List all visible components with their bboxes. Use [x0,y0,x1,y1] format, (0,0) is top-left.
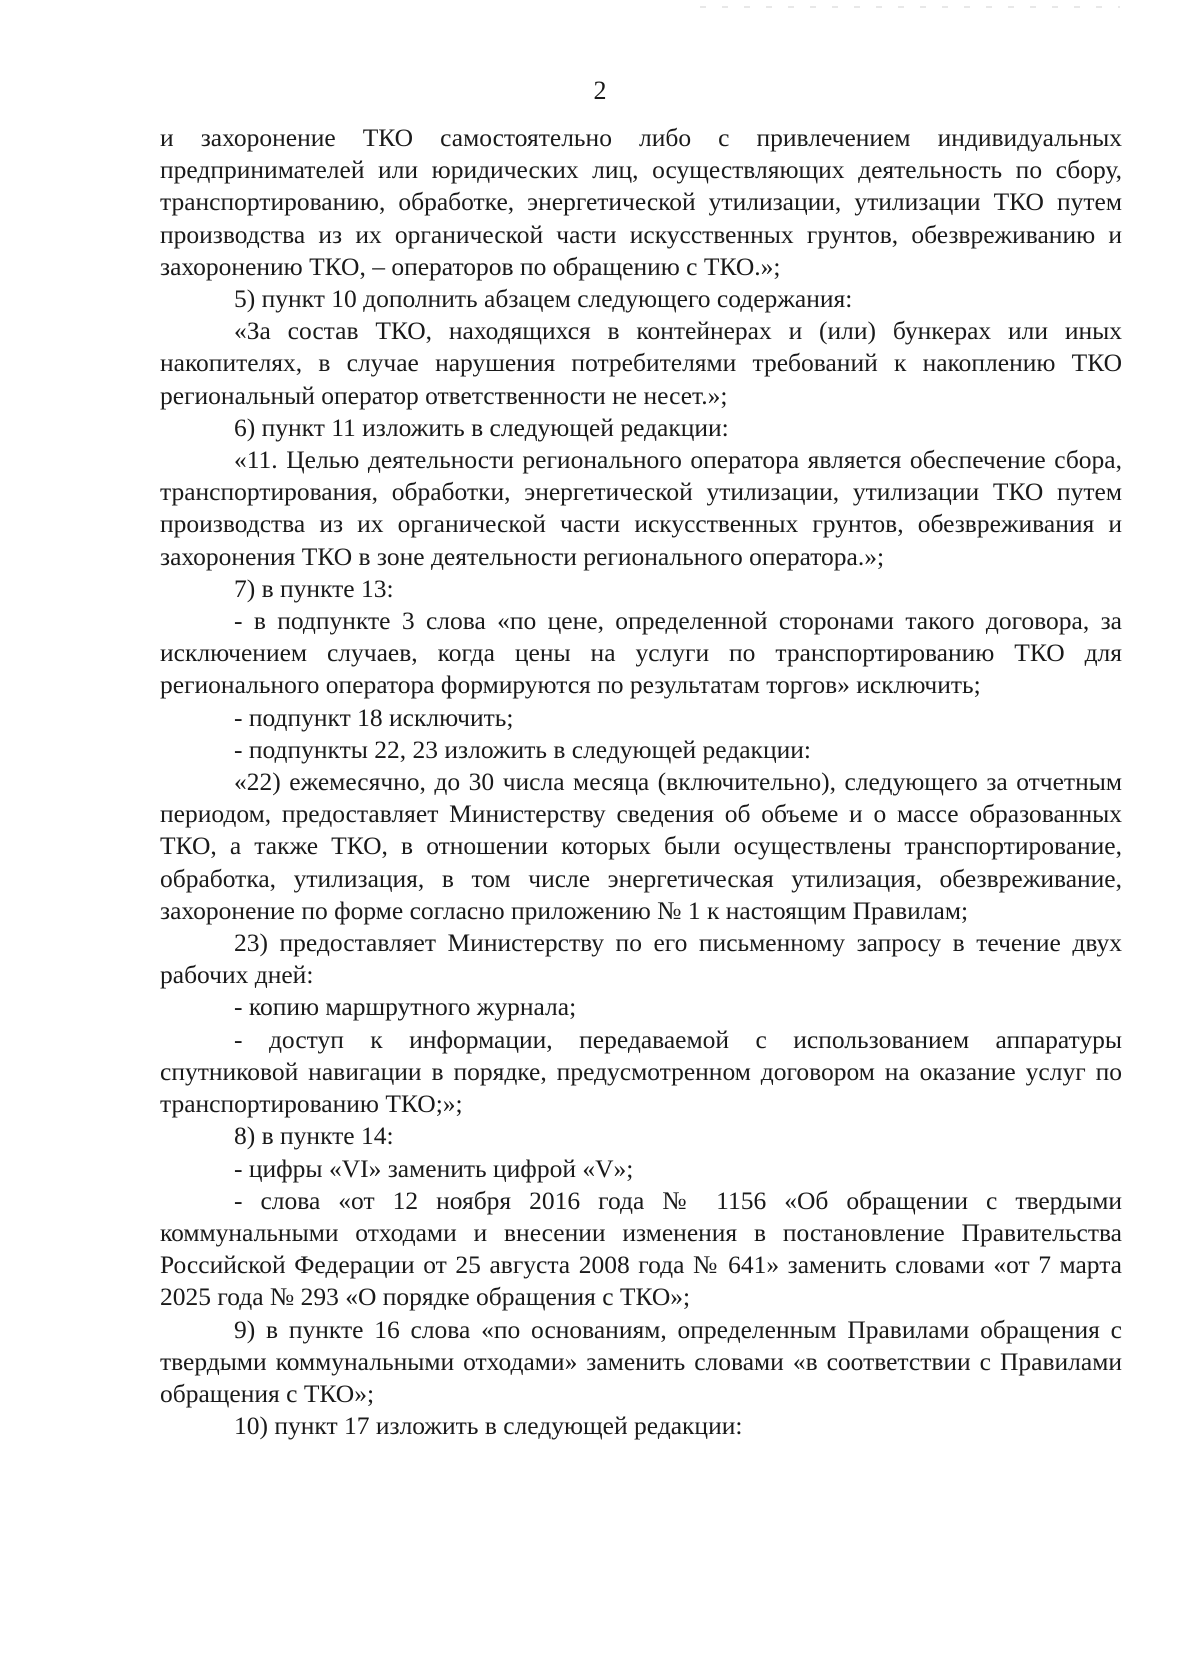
paragraph-item-10: 10) пункт 17 изложить в следующей редакции: [234,1411,743,1441]
paragraph-item-7: 7) в пункте 13: [234,573,394,603]
paragraph-item-8: 8) в пункте 14: [234,1121,394,1151]
paragraph-route-journal: - копию маршрутного журнала; [234,992,577,1022]
paragraph-quote-tko-composition: «За состав ТКО, находящихся в контейнерах и (или) бункерах или иных накопителях, в случае нарушения потребителями требований к накоплению ТКО региональный оператор ответственности не несет.»; [160,316,1122,410]
scan-artifact [700,6,1120,8]
document-body [160,122,1122,1442]
paragraph-subitem-3: - в подпункте 3 слова «по цене, определенной сторонами такого договора, за исключением случаев, когда цены на услуги по транспортированию ТКО для регионального оператора формируются по результатам торгов» исключить; [160,606,1122,700]
page-number: 2 [593,76,607,105]
paragraph-quote-11: «11. Целью деятельности регионального оператора является обеспечение сбора, транспортирования, обработки, энергетической утилизации, утилизации ТКО путем производства из их органической части искусственных грунтов, обезвреживания и захоронения ТКО в зоне деятельности регионального оператора.»; [160,445,1122,571]
paragraph-navigation-access: - доступ к информации, передаваемой с использованием аппаратуры спутниковой навигации в порядке, предусмотренном договором на оказание услуг по транспортированию ТКО;»; [160,1024,1122,1119]
paragraph-item-5: 5) пункт 10 дополнить абзацем следующего содержания: [234,284,853,314]
paragraph-digits-replace: - цифры «VI» заменить цифрой «V»; [234,1153,634,1183]
paragraph-item-6: 6) пункт 11 изложить в следующей редакции: [234,412,729,442]
paragraph-item-9: 9) в пункте 16 слова «по основаниям, определенным Правилами обращения с твердыми коммунальными отходами» заменить словами «в соответствии с Правилами обращения с ТКО»; [160,1314,1122,1408]
paragraph-quote-22: «22) ежемесячно, до 30 числа месяца (включительно), следующего за отчетным периодом, предоставляет Министерству сведения об объеме и о массе образованных ТКО, а также ТКО, в отношении которых были осуществлены транспортирование, обработка, утилизация, в том числе энергетическая утилизация, обезвреживание, захоронение по форме согласно приложению № 1 к настоящим Правилам; [160,767,1122,925]
paragraph-continuation: и захоронение ТКО самостоятельно либо с привлечением индивидуальных предпринимателей или юридических лиц, осуществляющих деятельность по сбору, транспортированию, обработке, энергетической утилизации, утилизации ТКО путем производства из их органической части искусственных грунтов, обезвреживанию и захоронению ТКО, – операторов по обращению с ТКО.»; [160,123,1122,281]
paragraph-words-replace: - слова «от 12 ноября 2016 года № 1156 «Об обращении с твердыми коммунальными отходами и внесении изменения в постановление Правительства Российской Федерации от 25 августа 2008 года № 641» заменить словами «от 7 марта 2025 года № 293 «О порядке обращения с ТКО»; [160,1185,1122,1312]
paragraph-subitem-18: - подпункт 18 исключить; [234,702,514,732]
paragraph-subitems-22-23: - подпункты 22, 23 изложить в следующей редакции: [234,734,811,764]
paragraph-quote-23: 23) предоставляет Министерству по его письменному запросу в течение двух рабочих дней: [160,928,1122,990]
